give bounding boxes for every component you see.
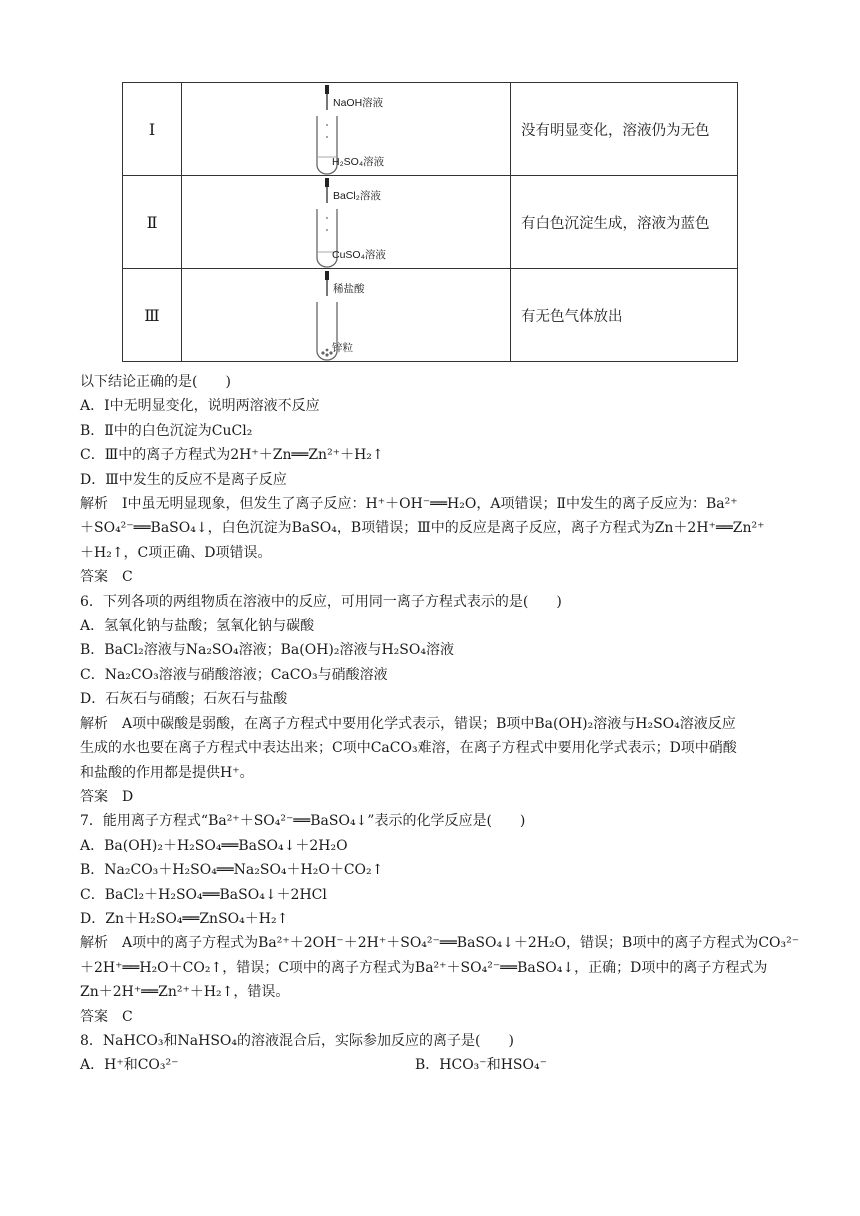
q5-option-d: D．Ⅲ中发生的反应不是离子反应 — [80, 471, 287, 488]
q8-options — [80, 1053, 780, 1077]
tube-label: CuSO₄溶液 — [332, 249, 386, 261]
q6-analysis-line: 生成的水也要在离子方程式中表达出来；C项中CaCO₃难溶，在离子方程式中要用化学式表示；D项中硝酸 — [80, 740, 737, 757]
q6-analysis-line: 和盐酸的作用都是提供H⁺。 — [80, 764, 254, 781]
q7-stem: 7．能用离子方程式“Ba²⁺＋SO₄²⁻══BaSO₄↓”表示的化学反应是( ) — [80, 813, 526, 830]
tube-label: 锌粒 — [332, 342, 353, 354]
q7-analysis-line: ＋2H⁺══H₂O＋CO₂↑，错误；C项中的离子方程式为Ba²⁺＋SO₄²⁻══BaSO₄↓，正确；D项中的离子方程式为 — [80, 959, 768, 976]
q6-stem: 6．下列各项的两组物质在溶液中的反应，可用同一离子方程式表示的是( ) — [80, 593, 562, 610]
q5-analysis-line: 解析 Ⅰ中虽无明显现象，但发生了离子反应：H⁺＋OH⁻══H₂O，A项错误；Ⅱ中发生的离子反应为：Ba²⁺ — [80, 496, 738, 513]
dropper-label: 稀盐酸 — [333, 283, 365, 295]
table-row — [123, 176, 738, 269]
q5-stem: 以下结论正确的是( ) — [80, 374, 231, 390]
q7-option-b: B．Na₂CO₃＋H₂SO₄══Na₂SO₄＋H₂O＋CO₂↑ — [80, 862, 384, 879]
result-cell: 没有明显变化，溶液仍为无色 — [511, 83, 738, 176]
question-body — [80, 370, 800, 1078]
q7-option-d: D．Zn＋H₂SO₄══ZnSO₄＋H₂↑ — [80, 910, 289, 927]
q5-option-c: C．Ⅲ中的离子方程式为2H⁺＋Zn══Zn²⁺＋H₂↑ — [80, 447, 384, 464]
q6-option-d: D．石灰石与硝酸；石灰石与盐酸 — [80, 691, 288, 708]
q5-option-b: B．Ⅱ中的白色沉淀为CuCl₂ — [80, 422, 253, 439]
apparatus-cell — [182, 83, 511, 176]
table-row — [123, 83, 738, 176]
q5-analysis-line: ＋SO₄²⁻══BaSO₄↓，白色沉淀为BaSO₄，B项错误；Ⅲ中的反应是离子反应，离子方程式为Zn＋2H⁺══Zn²⁺ — [80, 520, 765, 537]
q6-option-a: A．氢氧化钠与盐酸；氢氧化钠与碳酸 — [80, 618, 315, 635]
row-label: Ⅰ — [123, 83, 182, 176]
dropper-label: BaCl₂溶液 — [333, 190, 381, 202]
q7-analysis-line: 解析 A项中的离子方程式为Ba²⁺＋2OH⁻＋2H⁺＋SO₄²⁻══BaSO₄↓＋2H₂O，错误；B项中的离子方程式为CO₃²⁻ — [80, 935, 800, 952]
q6-answer: 答案 D — [80, 788, 134, 805]
row-label: Ⅱ — [123, 176, 182, 269]
q7-option-c: C．BaCl₂＋H₂SO₄══BaSO₄↓＋2HCl — [80, 886, 327, 903]
result-cell: 有白色沉淀生成，溶液为蓝色 — [511, 176, 738, 269]
experiment-table — [122, 82, 738, 362]
q5-analysis-line: ＋H₂↑，C项正确、D项错误。 — [80, 544, 272, 561]
q6-analysis-line: 解析 A项中碳酸是弱酸，在离子方程式中要用化学式表示，错误；B项中Ba(OH)₂溶液与H₂SO₄溶液反应 — [80, 715, 736, 732]
q6-option-b: B．BaCl₂溶液与Na₂SO₄溶液；Ba(OH)₂溶液与H₂SO₄溶液 — [80, 642, 454, 659]
apparatus-cell — [182, 269, 511, 362]
q6-option-c: C．Na₂CO₃溶液与硝酸溶液；CaCO₃与硝酸溶液 — [80, 666, 388, 683]
tube-label: H₂SO₄溶液 — [332, 156, 385, 168]
row-label: Ⅲ — [123, 269, 182, 362]
q8-option-b: B．HCO₃⁻和HSO₄⁻ — [415, 1057, 547, 1074]
result-cell: 有无色气体放出 — [511, 269, 738, 362]
q5-option-a: A．Ⅰ中无明显变化，说明两溶液不反应 — [80, 398, 320, 415]
dropper-label: NaOH溶液 — [333, 97, 384, 109]
apparatus-cell — [182, 176, 511, 269]
q7-analysis-line: Zn＋2H⁺══Zn²⁺＋H₂↑，错误。 — [80, 984, 290, 1001]
q7-answer: 答案 C — [80, 1008, 133, 1025]
q5-answer: 答案 C — [80, 569, 133, 586]
q8-option-a: A．H⁺和CO₃²⁻ — [80, 1057, 179, 1074]
q8-stem: 8．NaHCO₃和NaHSO₄的溶液混合后，实际参加反应的离子是( ) — [80, 1032, 514, 1049]
q7-option-a: A．Ba(OH)₂＋H₂SO₄══BaSO₄↓＋2H₂O — [80, 837, 348, 854]
table-row — [123, 269, 738, 362]
